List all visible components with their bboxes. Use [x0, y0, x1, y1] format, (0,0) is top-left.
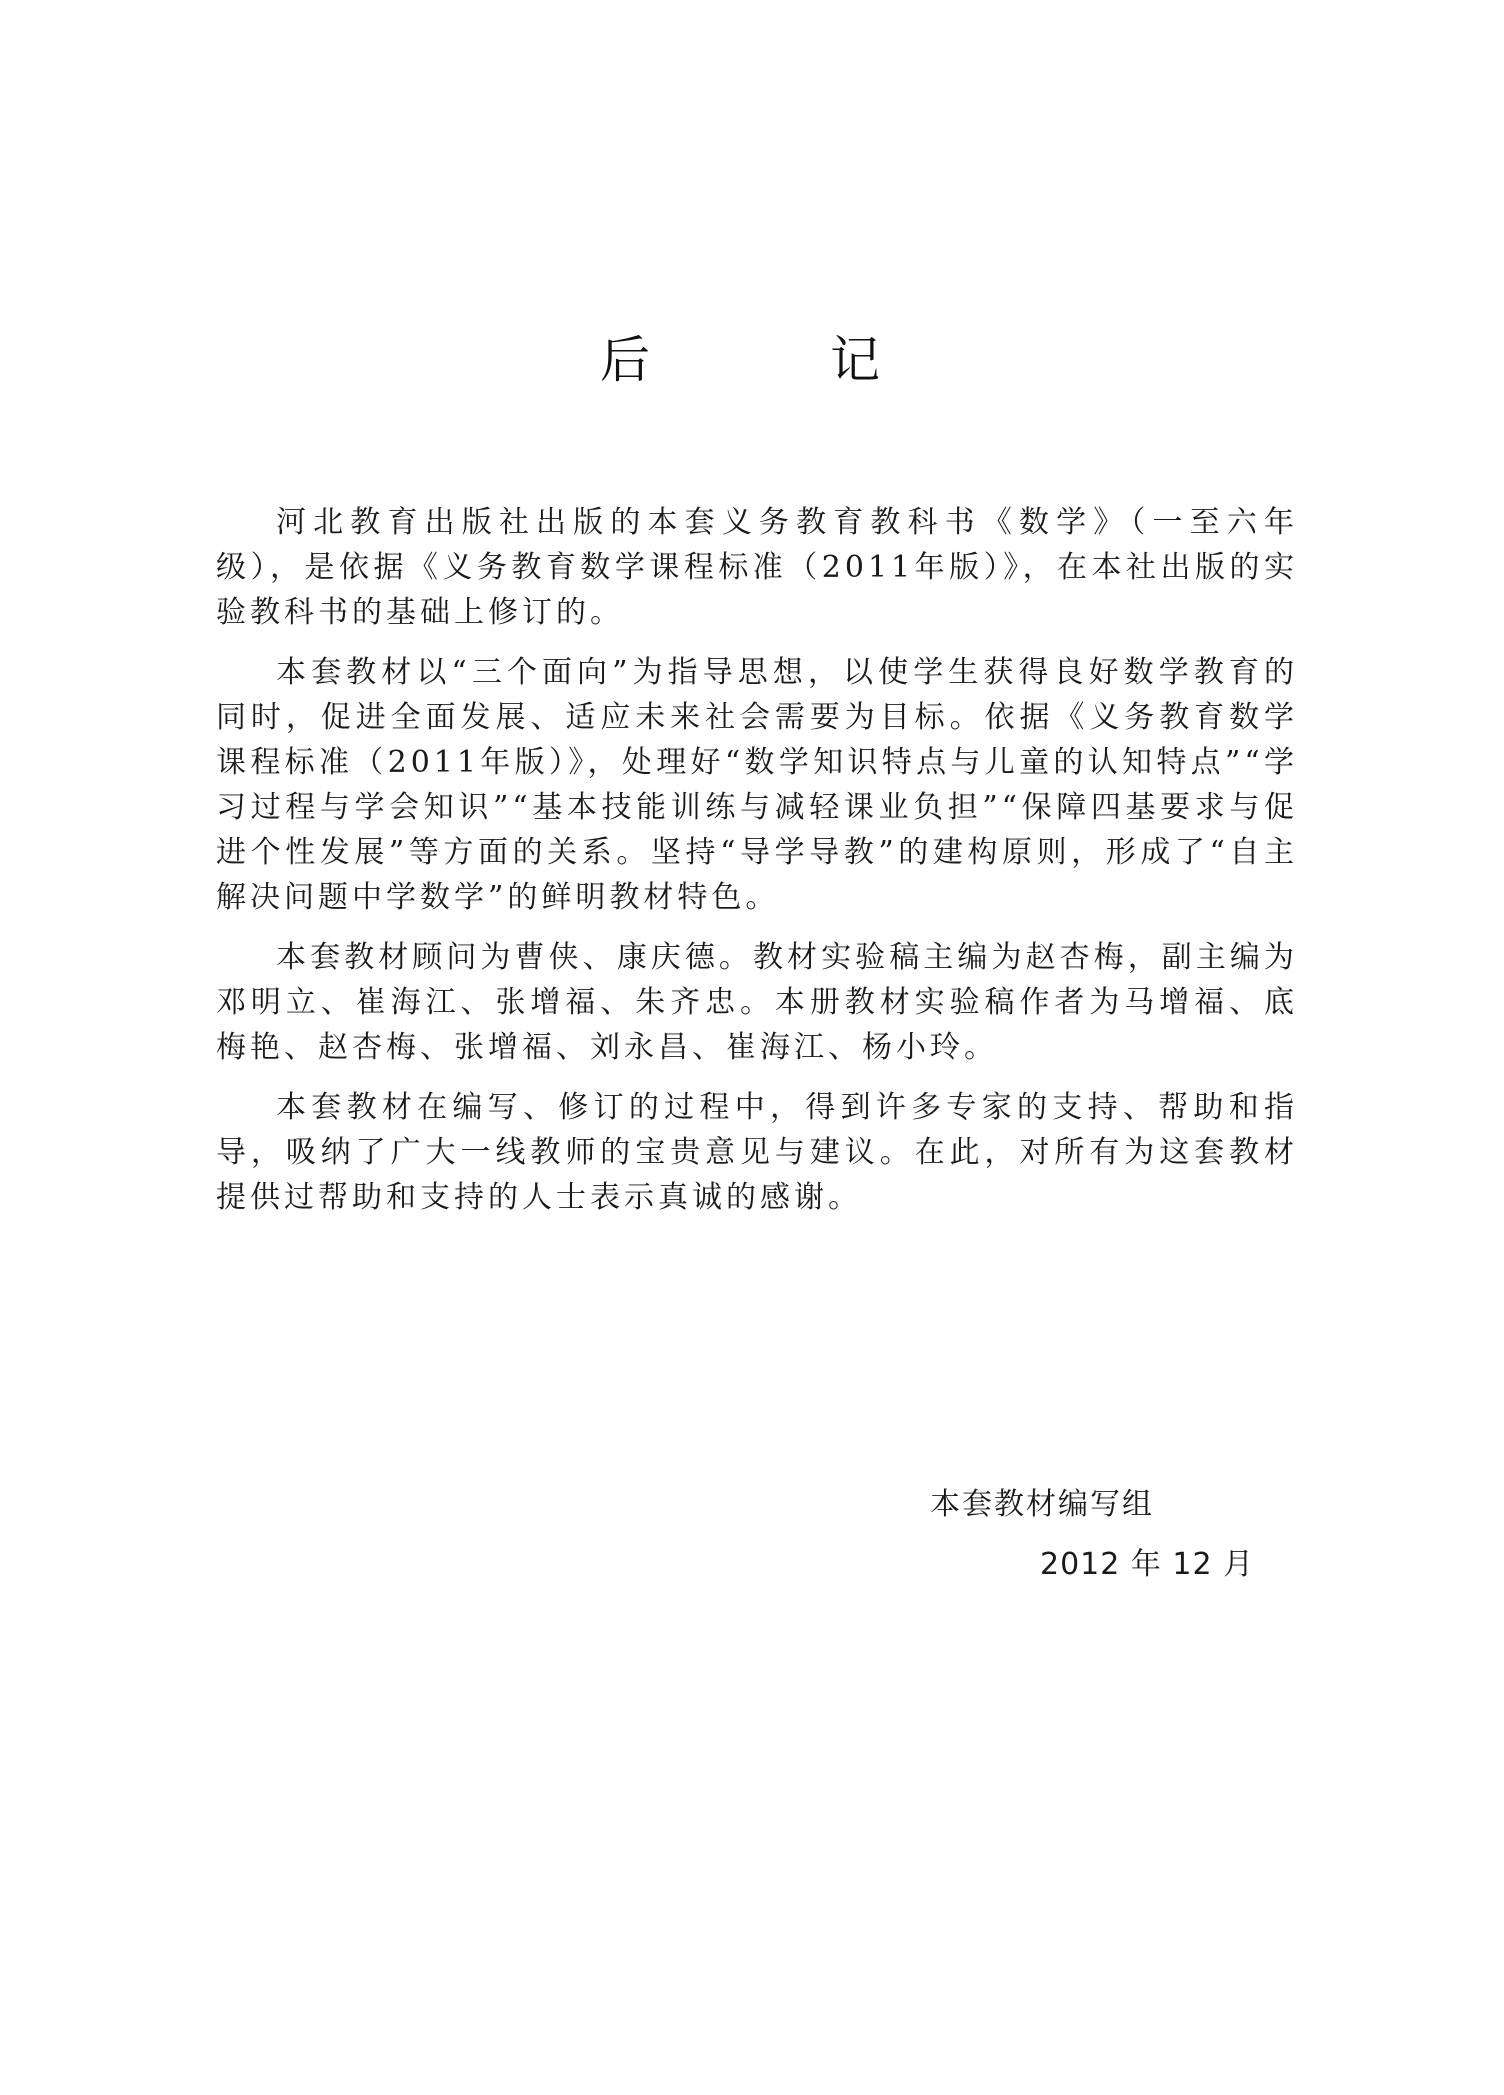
- signature-group: 本套教材编写组: [930, 1487, 1154, 1522]
- afterword-body: [216, 500, 1298, 1235]
- paragraph-1: 河北教育出版社出版的本套义务教育教科书《数学》（一至六年级），是依据《义务教育数学课程标准（2011年版）》，在本社出版的实验教科书的基础上修订的。: [216, 505, 1298, 630]
- signature-date: 2012 年 12 月: [1040, 1547, 1255, 1582]
- paragraph-3: 本套教材顾问为曹侠、康庆德。教材实验稿主编为赵杏梅，副主编为邓明立、崔海江、张增福、朱齐忠。本册教材实验稿作者为马增福、底梅艳、赵杏梅、张增福、刘永昌、崔海江、杨小玲。: [216, 940, 1298, 1065]
- page-title-char-1: 后: [600, 331, 650, 389]
- page-title-char-2: 记: [830, 331, 880, 389]
- paragraph-4: 本套教材在编写、修订的过程中，得到许多专家的支持、帮助和指导，吸纳了广大一线教师的宝贵意见与建议。在此，对所有为这套教材提供过帮助和支持的人士表示真诚的感谢。: [216, 1090, 1298, 1215]
- paragraph-2: 本套教材以“三个面向”为指导思想，以使学生获得良好数学教育的同时，促进全面发展、适应未来社会需要为目标。依据《义务教育数学课程标准（2011年版）》，处理好“数学知识特点与儿童的认知特点”“学习过程与学会知识”“基本技能训练与减轻课业负担”“保障四基要求与促进个性发展”等方面的关系。坚持“导学导教”的建构原则，形成了“自主解决问题中学数学”的鲜明教材特色。: [216, 655, 1298, 915]
- page-title: [600, 330, 880, 390]
- signature-block: [930, 1475, 1290, 1595]
